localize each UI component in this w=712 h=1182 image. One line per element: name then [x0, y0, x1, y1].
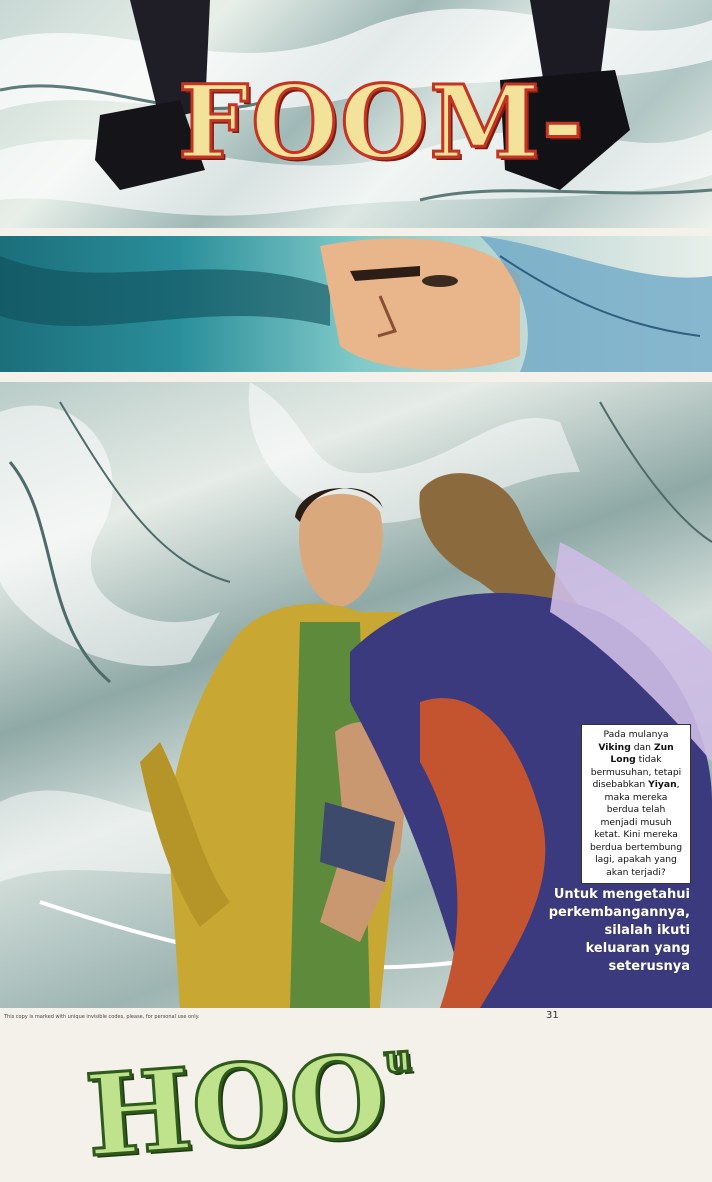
copy-notice: This copy is marked with unique invisible codes, please, for personal use only.	[4, 1014, 200, 1020]
page-number: 31	[546, 1010, 559, 1021]
panel-top-legs	[0, 0, 712, 228]
caption-text: Pada mulanya	[603, 729, 669, 740]
caption-name-viking: Viking	[598, 741, 631, 753]
caption-name-yiyan: Yiyan	[648, 779, 677, 790]
sfx-hoo	[81, 1030, 418, 1182]
sfx-hoo-text: HOO	[81, 1030, 392, 1182]
gutter	[0, 372, 712, 382]
sfx-foom: FOOM-	[178, 63, 586, 181]
caption-text: tidak bermusuhan, tetapi disebabkan	[590, 754, 682, 790]
caption-text: , maka mereka berdua telah menjadi musuh ketat. Kini mereka berdua bertembung lagi, apakah yang akan terjadi?	[589, 779, 683, 878]
panel-face-art	[0, 236, 712, 372]
caption-name-zun-long: Zun Long	[610, 741, 674, 765]
sfx-hoo-small: u	[382, 1034, 414, 1082]
gutter	[0, 228, 712, 236]
continued-note: Untuk mengetahui perkembangannya, silalah ikuti keluaran yang seterusnya	[548, 887, 690, 974]
narration-caption	[581, 724, 691, 884]
caption-text: dan	[633, 741, 652, 753]
panel-face-closeup	[0, 236, 712, 372]
